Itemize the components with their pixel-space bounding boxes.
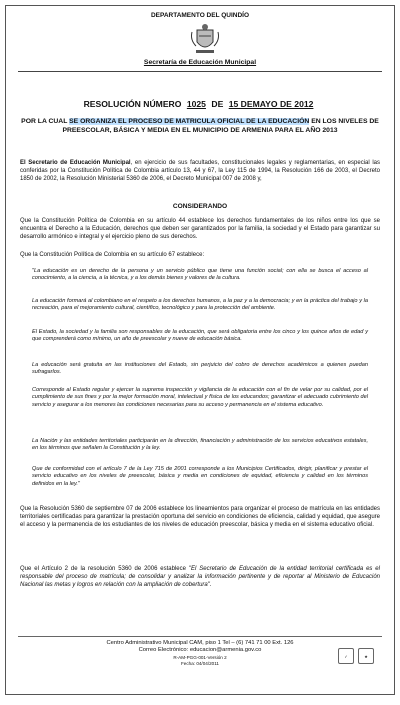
paragraph-4-quote: "El Secretario de Educación de la entidad territorial certificada es el responsable del proceso de matrícula; de consolidar y analizar la información pertinente y de reportar al Ministerio de Educación Nacional las metas y logros en relación con la ampliación de cobertura". bbox=[20, 566, 380, 588]
document-page bbox=[5, 5, 395, 695]
coat-of-arms-icon bbox=[188, 22, 222, 56]
resolution-label: RESOLUCIÓN NÚMERO bbox=[83, 99, 182, 109]
footer-logos bbox=[338, 648, 374, 664]
footer-address: Centro Administrativo Municipal CAM, piso 1 Tel – (6) 741 71 00 Ext. 126 bbox=[106, 640, 294, 646]
quote-7: Que de conformidad con el artículo 7 de la Ley 715 de 2001 corresponde a los Municipios Certificados, dirigir, planificar y prestar el servicio educativo en los niveles de preescolar, básica y media en condiciones de equidad, eficiencia y calidad en los términos definidos en la ley." bbox=[32, 466, 368, 487]
paragraph-4-start: Que el Artículo 2 de la resolución 5360 de 2006 establece bbox=[20, 566, 189, 572]
title-rest: EN LOS NIVELES DE PREESCOLAR, BÁSICA Y MEDIA EN EL MUNICIPIO DE ARMENIA PARA EL AÑO 2013 bbox=[62, 118, 379, 135]
paragraph-2: Que la Constitución Política de Colombia en su artículo 67 establece: bbox=[20, 252, 205, 258]
intro-text: , en ejercicio de sus facultades, constitucionales legales y reglamentarias, en especial las conferidas por la Constitución Política de Colombia artículo 13, 44 y 67, la Ley 115 de 1994, la Resolución 166 de 2003, el Decreto 1850 de 2002, la Resolución Ministerial 5360 de 2006, el Decreto Municipal 007 de 2008 y, bbox=[20, 160, 380, 182]
quote-6: La Nación y las entidades territoriales participarán en la dirección, financiación y administración de los servicios educativos estatales, en los términos que señalen la Constitución y la ley. bbox=[32, 438, 368, 452]
footer-email: Correo Electrónico: educacion@armenia.gov.co bbox=[138, 647, 262, 654]
resolution-line bbox=[6, 99, 394, 109]
quote-2: La educación formará al colombiano en el respeto a los derechos humanos, a la paz y a la democracia; y en la práctica del trabajo y la recreación, para el mejoramiento cultural, científico, tecnológico y para la protección del ambiente. bbox=[32, 298, 368, 312]
resolution-de: DE bbox=[211, 99, 224, 109]
department-header: DEPARTAMENTO DEL QUINDÍO bbox=[150, 12, 250, 19]
title-prefix: POR LA CUAL bbox=[21, 118, 70, 125]
intro-bold: El Secretario de Educación Municipal bbox=[20, 160, 131, 166]
intro-paragraph bbox=[20, 160, 380, 184]
footer bbox=[6, 640, 394, 667]
header-divider bbox=[18, 71, 382, 72]
resolution-number: 1025 bbox=[186, 99, 206, 109]
certification-logo-icon: ✓ bbox=[338, 648, 354, 664]
considerando-heading: CONSIDERANDO bbox=[172, 203, 228, 210]
resolution-title bbox=[20, 117, 380, 135]
footer-code: R-AM-PGG-001-Versión 2 bbox=[173, 654, 227, 660]
quote-5: Corresponde al Estado regular y ejercer la suprema inspección y vigilancia de la educación con el fin de velar por su calidad, por el cumplimiento de sus fines y por la mejor formación moral, intelectual y física de los educandos; garantizar el adecuado cubrimiento del servicio y asegurar a los menores las condiciones necesarias para su acceso y permanencia en el sistema educativo. bbox=[32, 387, 368, 408]
paragraph-1: Que la Constitución Política de Colombia en su artículo 44 establece los derechos fundamentales de los niños entre los que se encuentra el Derecho a la Educación, derechos que deben ser garantizados por la familia, la sociedad y el Estado para garantizar su desarrollo armónico e integral y el ejercicio pleno de sus derechos. bbox=[20, 218, 380, 240]
paragraph-4 bbox=[20, 566, 380, 590]
footer-divider bbox=[18, 636, 382, 637]
secretary-header: Secretaría de Educación Municipal bbox=[143, 59, 257, 66]
quote-1: "La educación es un derecho de la persona y un servicio público que tiene una función social; con ella se busca el acceso al conocimiento, a la ciencia, a la técnica, y a los demás bienes y valores de la cultura. bbox=[32, 268, 368, 282]
footer-date: Fecha: 04/04/2011 bbox=[181, 660, 219, 666]
title-highlight: SE ORGANIZA EL PROCESO DE MATRICULA OFICIAL DE LA EDUCACIÓN bbox=[69, 118, 310, 125]
quality-seal-icon: ★ bbox=[358, 648, 374, 664]
quote-4: La educación será gratuita en las instituciones del Estado, sin perjuicio del cobro de derechos académicos a quienes puedan sufragarlos. bbox=[32, 362, 368, 376]
paragraph-3: Que la Resolución 5360 de septiembre 07 de 2006 establece los lineamientos para organizar el proceso de matrícula en las entidades territoriales certificadas para garantizar la prestación oportuna del servicio en condiciones de eficiencia, calidad y equidad, que asegure el acceso y la permanencia de los estudiantes de los niveles de educación preescolar, básica y media en el sistema educativo oficial. bbox=[20, 506, 380, 528]
quote-3: El Estado, la sociedad y la familia son responsables de la educación, que será obligatoria entre los cinco y los quince años de edad y que comprenderá como mínimo, un año de preescolar y nueve de educación básica. bbox=[32, 329, 368, 343]
resolution-date: 15 DEMAYO DE 2012 bbox=[228, 99, 314, 109]
